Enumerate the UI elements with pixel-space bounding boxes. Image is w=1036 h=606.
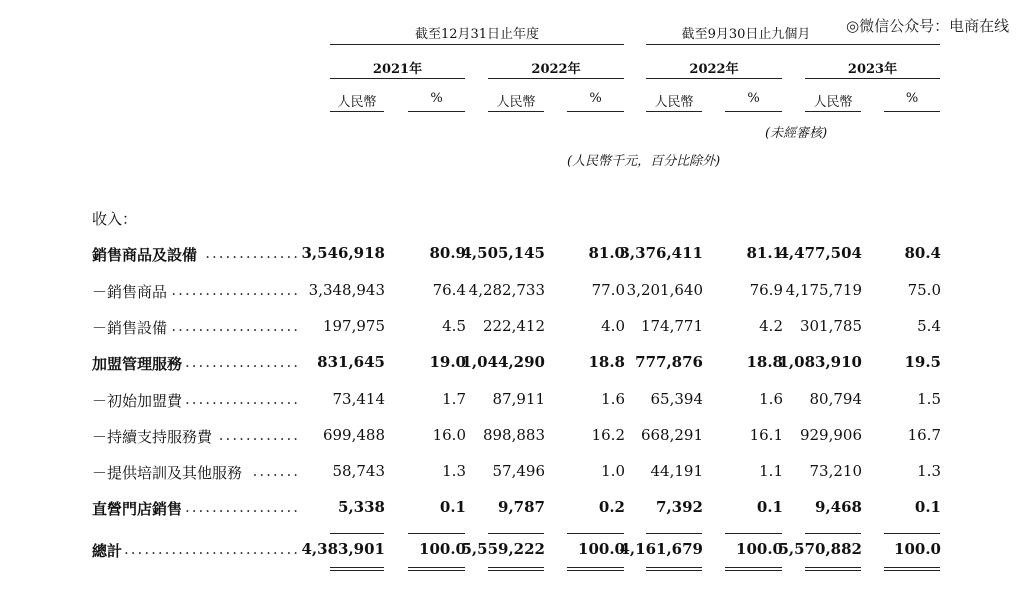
- percent-cell: 1.6: [759, 390, 783, 408]
- percent-cell: 0.1: [914, 498, 941, 516]
- amount-cell: 1,083,910: [778, 353, 862, 371]
- subheader-underline: [408, 111, 465, 112]
- percent-cell: 76.9: [749, 281, 783, 299]
- row-label: 直營門店銷售: [92, 500, 183, 518]
- currency-header: 人民幣: [813, 95, 853, 110]
- percent-cell: 18.8: [746, 353, 783, 371]
- percent-cell: 5.4: [917, 317, 941, 335]
- percent-cell: 1.3: [442, 462, 466, 480]
- leader-dots: ..........................: [124, 540, 300, 558]
- currency-header: 人民幣: [496, 95, 536, 110]
- total-double-rule: [805, 570, 861, 571]
- amount-cell: 3,201,640: [626, 281, 703, 299]
- percent-cell: 75.0: [907, 281, 941, 299]
- leader-dots: .................: [184, 353, 300, 371]
- year-header: 2022年: [531, 62, 581, 77]
- total-double-rule: [408, 570, 465, 571]
- amount-cell: 73,414: [332, 390, 385, 408]
- amount-cell: 222,412: [482, 317, 545, 335]
- year-header: 2021年: [372, 62, 423, 77]
- total-double-rule: [646, 570, 702, 571]
- subheader-underline: [884, 111, 940, 112]
- subheader-underline: [805, 111, 861, 112]
- total-top-rule: [567, 533, 624, 534]
- amount-cell: 777,876: [635, 353, 703, 371]
- watermark-text: ◎微信公众号：电商在线: [846, 17, 1010, 35]
- period-header-nine-months: 截至9月30日止九個月: [681, 27, 811, 42]
- total-double-rule: [725, 570, 782, 571]
- total-double-rule: [646, 567, 702, 568]
- section-title: 收入：: [92, 210, 138, 228]
- amount-cell: 898,883: [482, 426, 545, 444]
- percent-cell: 81.1: [746, 244, 783, 262]
- amount-cell: 9,468: [815, 498, 862, 516]
- percent-cell: 0.1: [439, 498, 466, 516]
- percent-cell: 0.2: [598, 498, 625, 516]
- leader-dots: ............: [218, 426, 300, 444]
- percent-header: %: [589, 91, 602, 106]
- total-top-rule: [330, 533, 384, 534]
- total-double-rule: [567, 570, 624, 571]
- amount-cell: 929,906: [799, 426, 862, 444]
- amount-cell: 301,785: [799, 317, 862, 335]
- amount-cell: 5,570,882: [778, 540, 862, 558]
- percent-cell: 18.8: [588, 353, 625, 371]
- leader-dots: ..............: [205, 244, 300, 262]
- year-header: 2023年: [847, 62, 898, 77]
- total-top-rule: [646, 533, 702, 534]
- leader-dots: .......: [252, 462, 300, 480]
- currency-header: 人民幣: [654, 95, 694, 110]
- row-label: －銷售設備: [92, 319, 168, 337]
- subheader-underline: [330, 111, 384, 112]
- total-double-rule: [330, 567, 384, 568]
- row-label: －提供培訓及其他服務: [92, 464, 243, 482]
- total-top-rule: [884, 533, 940, 534]
- leader-dots: .................: [184, 498, 300, 516]
- percent-cell: 100.0: [736, 540, 783, 558]
- amount-cell: 73,210: [809, 462, 862, 480]
- total-double-rule: [805, 567, 861, 568]
- year-divider: [805, 78, 940, 79]
- percent-header: %: [747, 91, 760, 106]
- amount-cell: 4,161,679: [619, 540, 703, 558]
- percent-cell: 80.9: [429, 244, 466, 262]
- percent-cell: 19.0: [429, 353, 466, 371]
- amount-cell: 9,787: [498, 498, 545, 516]
- total-double-rule: [330, 570, 384, 571]
- total-double-rule: [408, 567, 465, 568]
- total-top-rule: [488, 533, 544, 534]
- total-double-rule: [488, 567, 544, 568]
- total-double-rule: [725, 567, 782, 568]
- subheader-underline: [646, 111, 702, 112]
- total-top-rule: [725, 533, 782, 534]
- amount-cell: 5,338: [338, 498, 385, 516]
- period-divider: [646, 44, 940, 45]
- amount-cell: 174,771: [640, 317, 703, 335]
- amount-cell: 1,044,290: [461, 353, 545, 371]
- amount-cell: 80,794: [809, 390, 862, 408]
- percent-cell: 16.1: [749, 426, 783, 444]
- percent-cell: 1.0: [601, 462, 625, 480]
- total-label: 總計: [92, 542, 123, 560]
- leader-dots: ...................: [171, 317, 300, 335]
- percent-cell: 16.0: [432, 426, 466, 444]
- percent-cell: 77.0: [591, 281, 625, 299]
- period-header-annual: 截至12月31日止年度: [414, 27, 540, 42]
- total-top-rule: [408, 533, 465, 534]
- row-label: －銷售商品: [92, 283, 168, 301]
- currency-header: 人民幣: [337, 95, 377, 110]
- percent-header: %: [905, 91, 919, 106]
- amount-cell: 65,394: [650, 390, 703, 408]
- period-divider: [330, 44, 624, 45]
- percent-cell: 4.5: [442, 317, 466, 335]
- amount-cell: 7,392: [656, 498, 703, 516]
- percent-cell: 100.0: [419, 540, 466, 558]
- amount-cell: 4,175,719: [785, 281, 862, 299]
- percent-cell: 16.7: [907, 426, 941, 444]
- percent-cell: 1.6: [601, 390, 625, 408]
- amount-cell: 4,477,504: [778, 244, 862, 262]
- amount-cell: 87,911: [492, 390, 545, 408]
- subheader-underline: [725, 111, 782, 112]
- amount-cell: 4,383,901: [301, 540, 385, 558]
- amount-cell: 3,376,411: [619, 244, 703, 262]
- row-label: －持續支持服務費: [92, 428, 213, 446]
- row-label: －初始加盟費: [92, 392, 183, 410]
- percent-cell: 0.1: [756, 498, 783, 516]
- amount-cell: 699,488: [322, 426, 385, 444]
- percent-cell: 4.0: [601, 317, 625, 335]
- amount-cell: 4,505,145: [461, 244, 545, 262]
- total-double-rule: [884, 567, 940, 568]
- total-double-rule: [567, 567, 624, 568]
- total-double-rule: [884, 570, 940, 571]
- percent-cell: 100.0: [894, 540, 941, 558]
- amount-cell: 3,546,918: [301, 244, 385, 262]
- percent-cell: 80.4: [904, 244, 941, 262]
- amount-cell: 58,743: [332, 462, 385, 480]
- percent-cell: 19.5: [904, 353, 941, 371]
- amount-cell: 831,645: [317, 353, 385, 371]
- year-divider: [488, 78, 624, 79]
- year-divider: [330, 78, 465, 79]
- year-divider: [646, 78, 782, 79]
- total-double-rule: [488, 570, 544, 571]
- percent-cell: 1.7: [442, 390, 466, 408]
- amount-cell: 4,282,733: [468, 281, 545, 299]
- amount-cell: 44,191: [650, 462, 703, 480]
- amount-cell: 57,496: [492, 462, 545, 480]
- year-header: 2022年: [689, 62, 739, 77]
- unaudited-note: (未經審核): [765, 126, 828, 141]
- subheader-underline: [567, 111, 624, 112]
- unit-note: (人民幣千元，百分比除外): [567, 154, 721, 169]
- percent-cell: 100.0: [578, 540, 625, 558]
- amount-cell: 3,348,943: [308, 281, 385, 299]
- percent-header: %: [430, 91, 443, 106]
- percent-cell: 4.2: [759, 317, 783, 335]
- percent-cell: 81.0: [588, 244, 625, 262]
- row-label: 銷售商品及設備: [92, 246, 198, 264]
- subheader-underline: [488, 111, 544, 112]
- percent-cell: 1.3: [917, 462, 941, 480]
- leader-dots: ...................: [171, 281, 300, 299]
- amount-cell: 197,975: [322, 317, 385, 335]
- percent-cell: 16.2: [591, 426, 625, 444]
- percent-cell: 76.4: [432, 281, 466, 299]
- amount-cell: 668,291: [640, 426, 703, 444]
- leader-dots: .................: [184, 390, 300, 408]
- percent-cell: 1.5: [917, 390, 941, 408]
- percent-cell: 1.1: [759, 462, 783, 480]
- amount-cell: 5,559,222: [461, 540, 545, 558]
- total-top-rule: [805, 533, 861, 534]
- row-label: 加盟管理服務: [92, 355, 183, 373]
